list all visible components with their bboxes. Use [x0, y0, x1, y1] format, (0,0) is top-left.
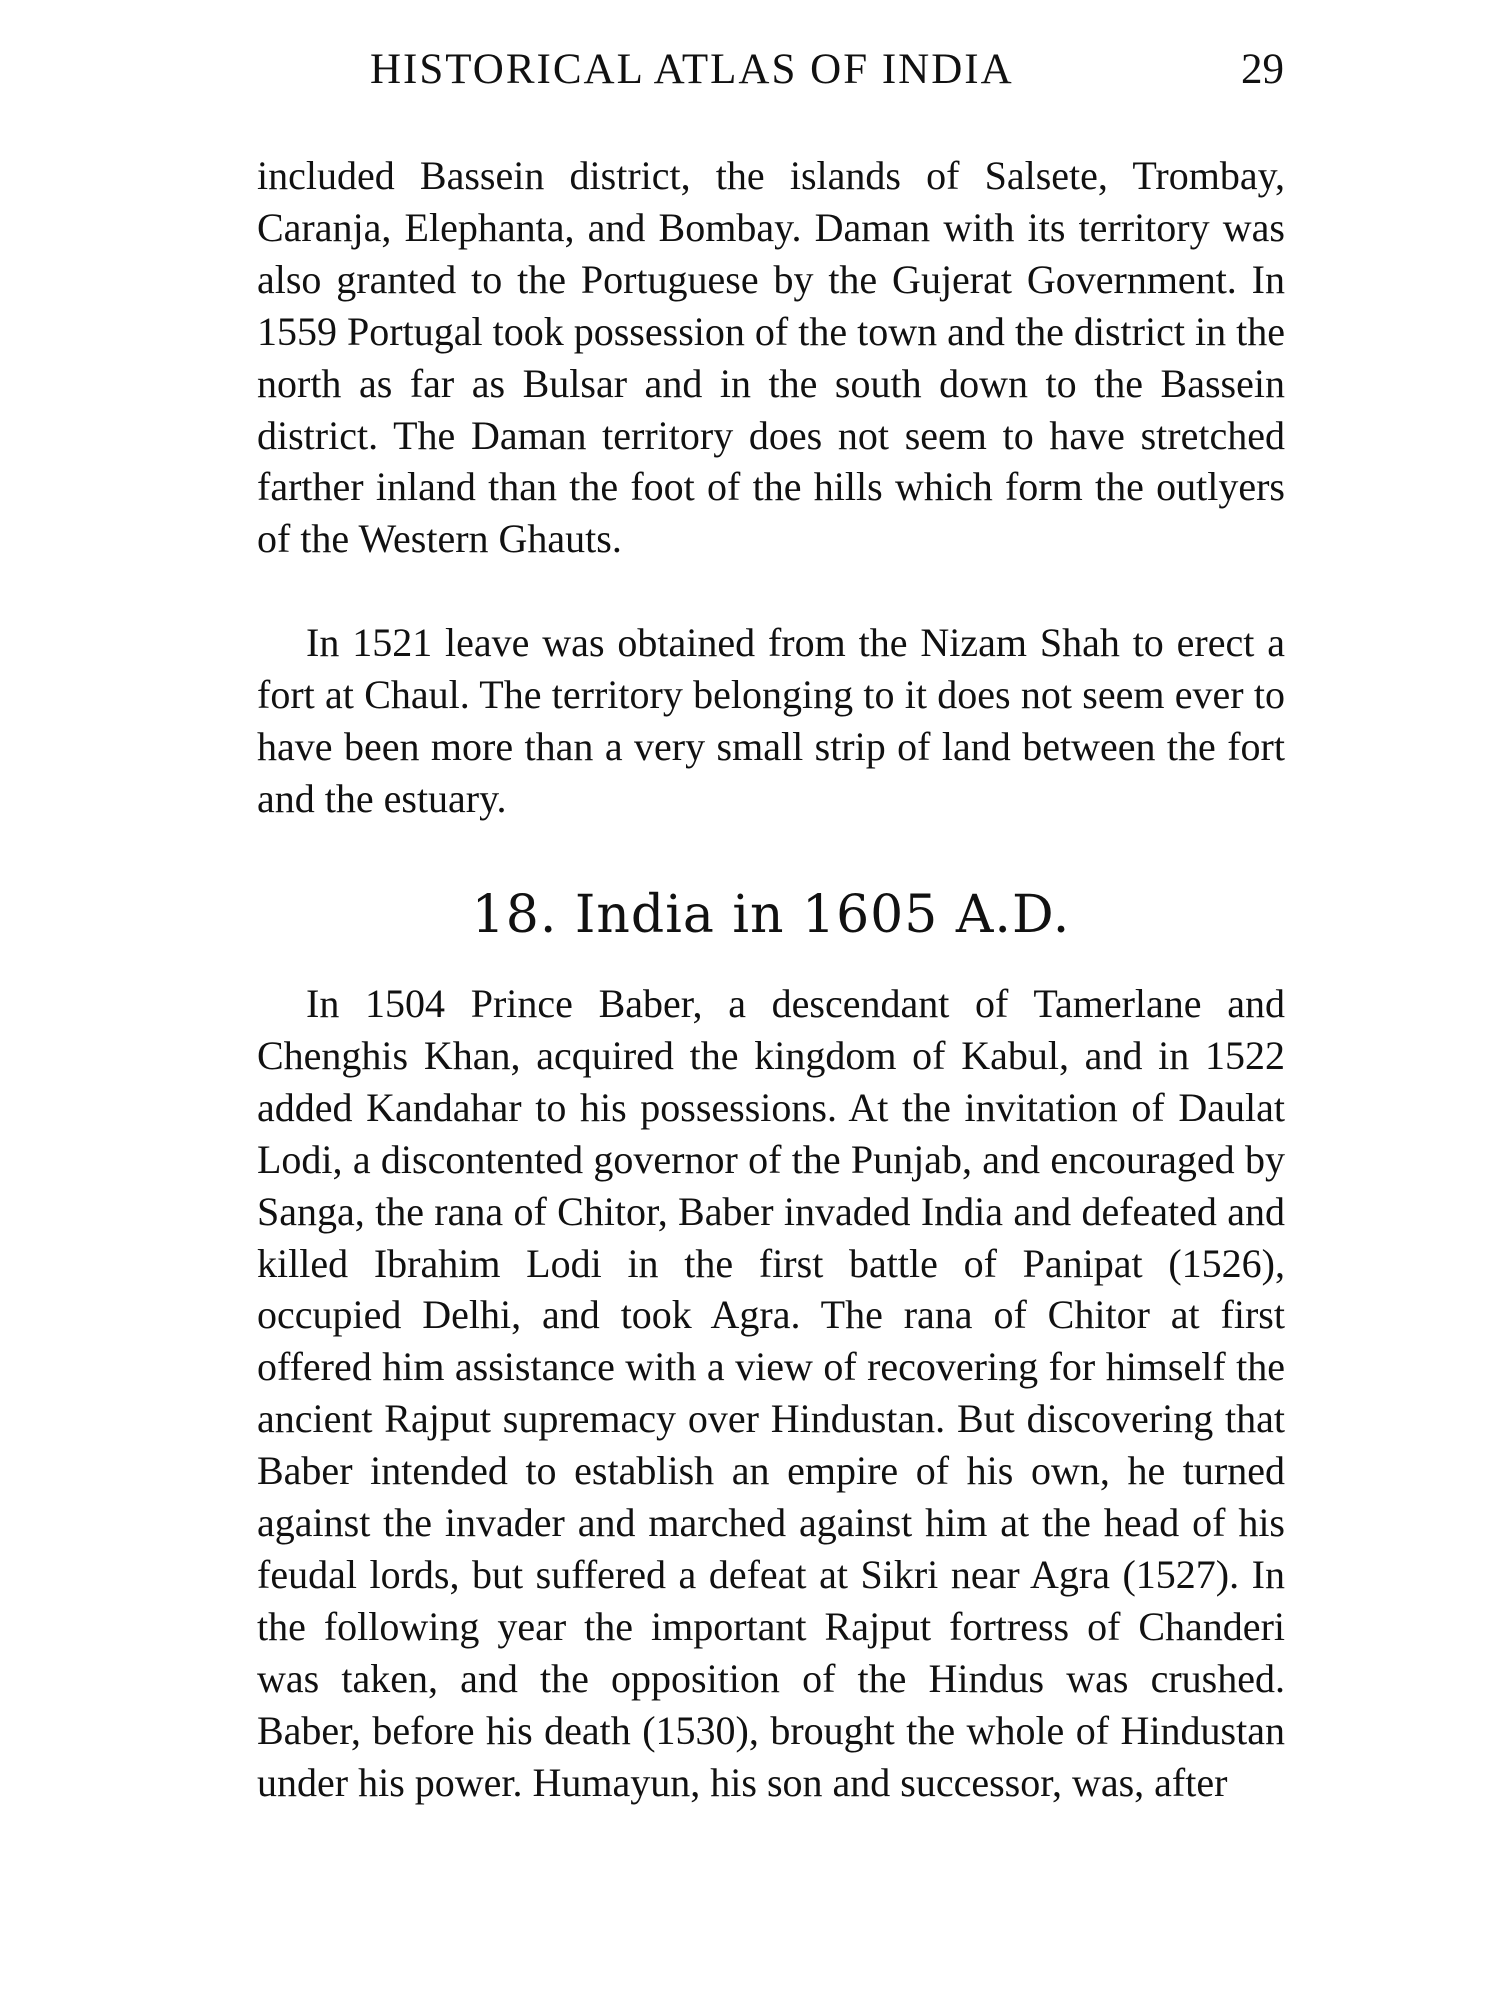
- paragraph-baber: In 1504 Prince Baber, a descendant of Tamerlane and Chenghis Khan, acquired the kingdom of Kabul, and in 1522 added Kandahar to his possessions. At the invitation of Daulat Lodi, a discontented governor of the Punjab, and encouraged by Sanga, the rana of Chitor, Baber invaded India and defeated and killed Ibrahim Lodi in the first battle of Panipat (1526), occupied Delhi, and took Agra. The rana of Chitor at first offered him assistance with a view of recovering for himself the ancient Rajput supremacy over Hindustan. But discovering that Baber intended to establish an empire of his own, he turned against the invader and marched against him at the head of his feudal lords, but suffered a defeat at Sikri near Agra (1527). In the following year the important Rajput fortress of Chanderi was taken, and the opposition of the Hindus was crushed. Baber, before his death (1530), brought the whole of Hindustan under his power. Humayun, his son and successor, was, after: [257, 981, 1285, 1805]
- page-number: 29: [1241, 46, 1284, 93]
- running-head-title: HISTORICAL ATLAS OF INDIA: [370, 46, 1014, 93]
- section-heading: 18. India in 1605 A.D.: [471, 885, 1071, 945]
- paragraph-chaul-fort: In 1521 leave was obtained from the Nizam Shah to erect a fort at Chaul. The territory belonging to it does not seem ever to have been more than a very small strip of land between the fort and the estuary.: [257, 620, 1285, 821]
- paragraph-portuguese-territory: included Bassein district, the islands of Salsete, Trombay, Caranja, Elephanta, and Bombay. Daman with its territory was also granted to the Portuguese by the Gujerat Government. In 1559 Portugal took possession of the town and the district in the north as far as Bulsar and in the south down to the Bassein district. The Daman territory does not seem to have stretched farther inland than the foot of the hills which form the outlyers of the Western Ghauts.: [257, 153, 1285, 562]
- running-head: [370, 40, 1284, 100]
